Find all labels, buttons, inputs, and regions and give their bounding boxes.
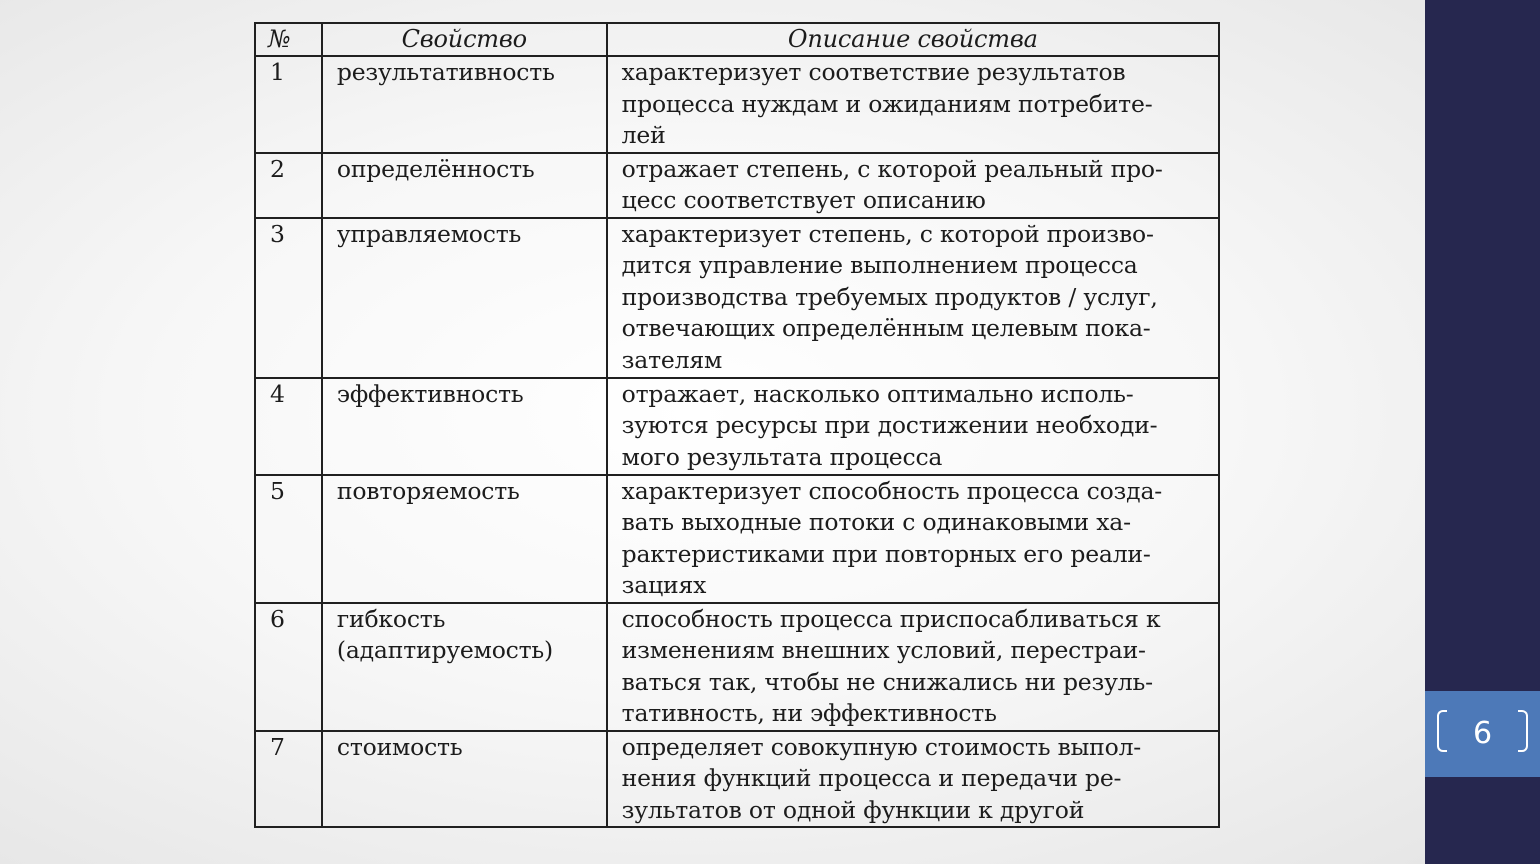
table-row <box>255 731 1219 828</box>
row-number-text: 1 <box>270 58 285 86</box>
row-description-text: способность процесса приспосабливаться к изменениям внешних условий, перестраи- ваться так, чтобы не снижались ни резуль- тативность, ни эффективность <box>621 604 1161 727</box>
row-description <box>607 56 1219 153</box>
row-description <box>607 378 1219 475</box>
row-description-text: отражает, насколько оптимально исполь- зуются ресурсы при достижении необходи- мого результата процесса <box>621 379 1158 471</box>
row-property-text: повторяемость <box>336 476 520 505</box>
row-number <box>255 218 322 378</box>
row-description-text: отражает степень, с которой реальный про- цесс соответствует описанию <box>621 154 1163 214</box>
row-number <box>255 378 322 475</box>
table-row <box>255 603 1219 731</box>
row-number-text: 7 <box>270 732 285 761</box>
row-description-text: определяет совокупную стоимость выпол- нения функций процесса и передачи ре- зультатов от одной функции к другой <box>621 732 1142 824</box>
row-property <box>322 603 607 731</box>
page-number-badge <box>1425 691 1540 777</box>
row-property <box>322 731 607 828</box>
row-property <box>322 218 607 378</box>
row-property-text: результативность <box>336 58 555 86</box>
row-property-text: определённость <box>336 154 535 183</box>
row-description <box>607 218 1219 378</box>
row-number-text: 4 <box>270 379 285 408</box>
row-description <box>607 731 1219 828</box>
table-row <box>255 218 1219 378</box>
row-number <box>255 153 322 218</box>
header-description: Описание свойства <box>607 23 1219 56</box>
row-property-text: управляемость <box>336 219 522 248</box>
row-property-text: гибкость (адаптируемость) <box>336 604 553 664</box>
row-description-text: характеризует степень, с которой произво- дится управление выполнением процесса производства требуемых продуктов / услуг, отвечающих определённым целевым пока- зателям <box>621 219 1158 374</box>
row-number <box>255 56 322 153</box>
properties-table <box>254 22 1220 828</box>
row-number-text: 3 <box>270 219 285 248</box>
row-number <box>255 475 322 603</box>
table-row <box>255 153 1219 218</box>
row-property <box>322 475 607 603</box>
table-header-row <box>255 23 1219 56</box>
row-property <box>322 56 607 153</box>
row-number <box>255 731 322 828</box>
row-property <box>322 378 607 475</box>
row-property-text: эффективность <box>336 379 524 408</box>
row-description-text: характеризует соответствие результатов процесса нуждам и ожиданиям потребите- лей <box>621 58 1153 149</box>
row-description <box>607 603 1219 731</box>
header-number: № <box>255 23 322 56</box>
row-description-text: характеризует способность процесса созда- вать выходные потоки с одинаковыми ха- рактеристиками при повторных его реали- зациях <box>621 476 1162 599</box>
row-number-text: 6 <box>270 604 285 633</box>
header-property: Свойство <box>322 23 607 56</box>
bracket-left-icon <box>1437 710 1447 752</box>
row-number-text: 2 <box>270 154 285 183</box>
right-sidebar <box>1425 0 1540 864</box>
row-property <box>322 153 607 218</box>
table-row <box>255 56 1219 153</box>
row-number-text: 5 <box>270 476 285 505</box>
table-row <box>255 475 1219 603</box>
row-description <box>607 475 1219 603</box>
bracket-right-icon <box>1518 710 1528 752</box>
page-number: 6 <box>1472 716 1493 751</box>
table-body <box>255 56 1219 827</box>
row-number <box>255 603 322 731</box>
row-description <box>607 153 1219 218</box>
table-header <box>255 23 1219 56</box>
table-row <box>255 378 1219 475</box>
row-property-text: стоимость <box>336 732 463 761</box>
